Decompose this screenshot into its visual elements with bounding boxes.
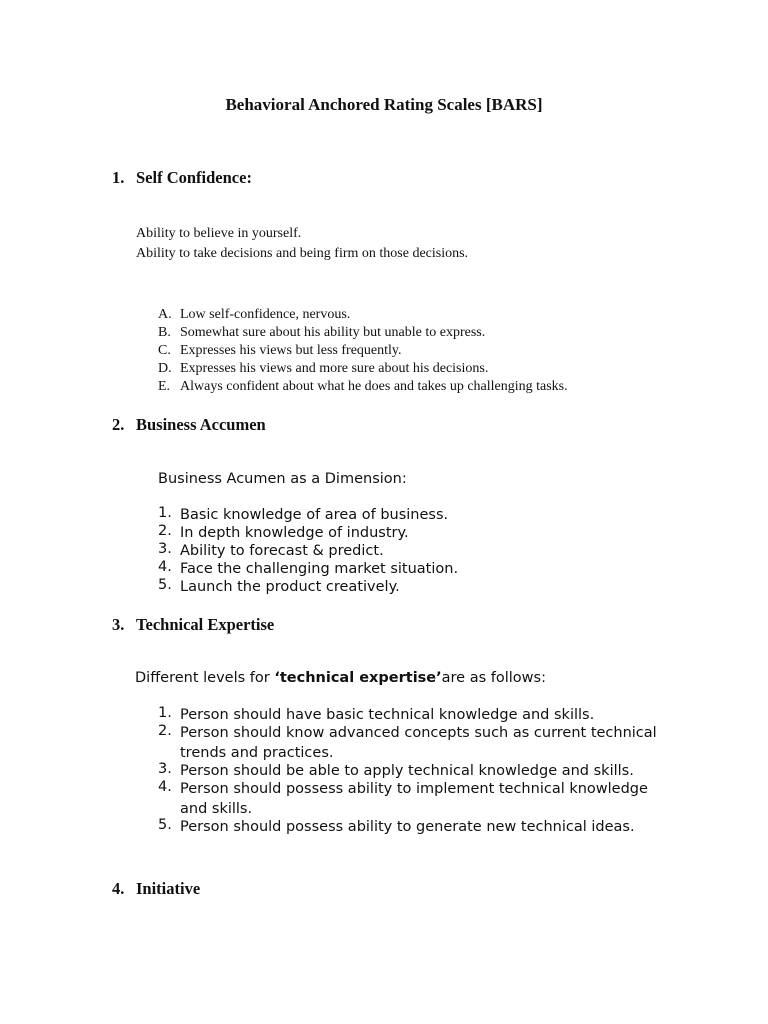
section-title: Technical Expertise: [136, 615, 275, 634]
list-text: Person should possess ability to implement technical knowledge: [180, 781, 648, 797]
list-marker: 5.: [158, 817, 172, 833]
list-marker: C.: [158, 343, 171, 358]
description-line: Ability to take decisions and being firm on those decisions.: [136, 246, 469, 261]
intro-prefix: Different levels for: [135, 670, 275, 686]
section-number: 3.: [112, 615, 125, 634]
section-title: Self Confidence:: [136, 168, 252, 187]
list-marker: 3.: [158, 761, 172, 777]
list-marker: 2.: [158, 523, 172, 539]
list-text: Somewhat sure about his ability but unable to express.: [180, 325, 486, 340]
list-text: Low self-confidence, nervous.: [180, 307, 351, 322]
list-text: Person should know advanced concepts such as current technical: [180, 725, 657, 741]
intro-emphasis: ‘technical expertise’: [274, 670, 442, 686]
section-heading-business-accumen: [112, 415, 266, 435]
section-number: 1.: [112, 168, 125, 187]
section-intro: [135, 670, 546, 686]
document-title: Behavioral Anchored Rating Scales [BARS]: [225, 95, 543, 114]
description-line: Ability to believe in yourself.: [136, 226, 302, 241]
list-text: Person should have basic technical knowledge and skills.: [180, 707, 595, 723]
list-marker: 4.: [158, 559, 172, 575]
section-number: 4.: [112, 879, 125, 898]
section-intro: Business Acumen as a Dimension:: [158, 471, 407, 487]
list-text: Face the challenging market situation.: [180, 561, 459, 577]
list-text: Person should possess ability to generate new technical ideas.: [180, 819, 635, 835]
list-marker: D.: [158, 361, 172, 376]
section-heading-self-confidence: [112, 168, 252, 188]
list-text: Basic knowledge of area of business.: [180, 507, 449, 523]
list-text: Always confident about what he does and takes up challenging tasks.: [180, 379, 568, 394]
list-text: Expresses his views and more sure about his decisions.: [180, 361, 489, 376]
list-text: Launch the product creatively.: [180, 579, 400, 595]
section-heading-initiative: [112, 879, 200, 899]
list-marker: 1.: [158, 505, 172, 521]
list-text-continuation: and skills.: [180, 801, 253, 817]
list-text: In depth knowledge of industry.: [180, 525, 409, 541]
section-title: Initiative: [136, 879, 201, 898]
section-heading-technical-expertise: [112, 615, 274, 635]
list-text: Ability to forecast & predict.: [180, 543, 384, 559]
list-marker: 3.: [158, 541, 172, 557]
list-text-continuation: trends and practices.: [180, 745, 334, 761]
list-marker: E.: [158, 379, 171, 394]
section-title: Business Accumen: [136, 415, 266, 434]
list-marker: 2.: [158, 723, 172, 739]
list-marker: 1.: [158, 705, 172, 721]
list-marker: A.: [158, 307, 172, 322]
list-marker: 5.: [158, 577, 172, 593]
section-number: 2.: [112, 415, 125, 434]
list-text: Person should be able to apply technical knowledge and skills.: [180, 763, 634, 779]
intro-suffix: are as follows:: [441, 670, 546, 686]
list-marker: 4.: [158, 779, 172, 795]
list-text: Expresses his views but less frequently.: [180, 343, 402, 358]
list-marker: B.: [158, 325, 171, 340]
